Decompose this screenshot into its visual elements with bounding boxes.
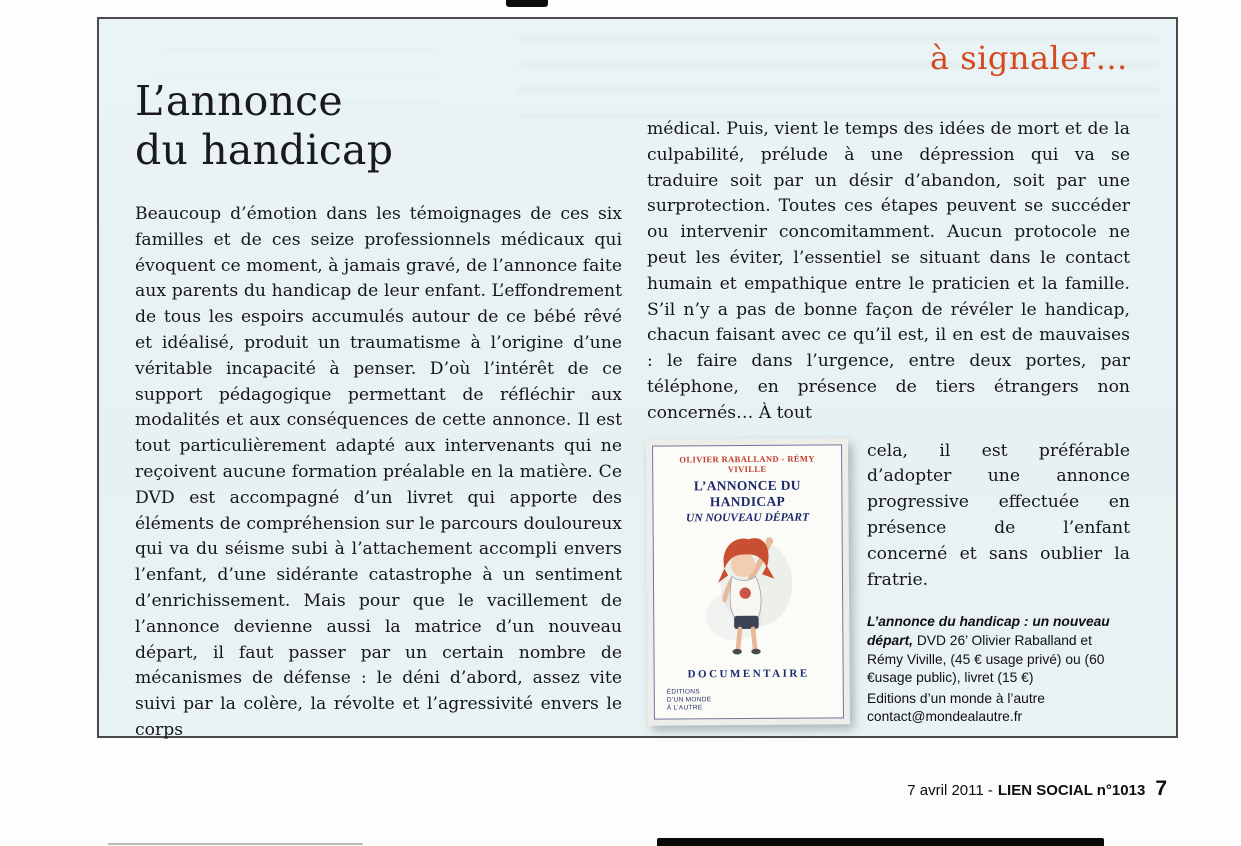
article-title <box>135 77 393 175</box>
dvd-cover <box>646 438 850 725</box>
dvd-title: L’ANNONCE DU HANDICAP <box>693 477 801 509</box>
caption-title: L’annonce du handicap : un nouveau départ, <box>867 614 1110 648</box>
right-column <box>647 117 1130 727</box>
dvd-publisher-logo <box>661 687 837 712</box>
beside-cover <box>867 439 1130 727</box>
article-title-line-2: du handicap <box>135 126 394 174</box>
scan-artifact-bottom-left <box>108 843 363 845</box>
dvd-genre-banner: DOCUMENTAIRE <box>687 667 810 680</box>
caption-email: contact@mondealautre.fr <box>867 709 1023 725</box>
caption-publisher: Editions d’un monde à l’autre <box>867 690 1045 706</box>
section-label: à signaler… <box>929 39 1128 77</box>
dvd-cover-illustration <box>693 528 804 661</box>
article-body-right-wrap: cela, il est préférable d’adopter une annonce progressive effectuée en présence de l’enfant concerné et sans oublier la fratrie. <box>867 440 1130 590</box>
footer-page-number: 7 <box>1155 777 1167 800</box>
caption-details: DVD 26’ Olivier Raballand et Rémy Viville, (45 € usage privé) ou (60 €usage public), livret (15 €) <box>867 632 1105 686</box>
dvd-publisher-line: D’UN MONDE <box>666 695 712 704</box>
article-title-line-1: L’annonce <box>135 77 343 125</box>
scan-artifact-top <box>506 0 548 7</box>
footer-date: 7 avril 2011 - <box>907 782 993 799</box>
dvd-publisher-line: ÉDITIONS <box>666 687 700 696</box>
dvd-subtitle: UN NOUVEAU DÉPART <box>685 511 810 524</box>
page-footer <box>907 777 1167 801</box>
media-caption <box>867 613 1130 727</box>
article-body-left: Beaucoup d’émotion dans les témoignages de ces six familles et de ces seize professionnels médicaux qui évoquent ce moment, à jamais gravé, de l’annonce faite aux parents du handicap de leur enfant. L’effondrement de tous les espoirs accumulés autour de ce bébé rêvé et idéalisé, produit un traumatisme à l’origine d’une véritable incapacité à penser. D’où l’intérêt de ce support pédagogique permettant de réfléchir aux modalités et aux conséquences de cette annonce. Il est tout particulièrement adapté aux intervenants qui ne reçoivent aucune formation préalable en la matière. Ce DVD est accompagné d’un livret qui apporte des éléments de compréhension sur le parcours douloureux qui va du séisme subi à l’attachement accompli envers l’enfant, d’une sidérante catastrophe à un sentiment d’enrichissement. Mais pour que le vacillement de l’annonce devienne aussi la matrice d’un nouveau départ, il faut passer par un certain nombre de mécanismes de défense : le déni d’abord, assez vite suivi par la colère, la révolte et l’agressivité envers le corps <box>135 204 622 740</box>
dvd-authors: OLIVIER RABALLAND - RÉMY VIVILLE <box>679 453 815 474</box>
scan-artifact-bottom <box>657 838 1104 846</box>
content-frame <box>97 17 1178 738</box>
dvd-publisher-line: À L’AUTRE <box>666 703 703 712</box>
left-column <box>135 202 622 744</box>
article-body-right-top: médical. Puis, vient le temps des idées de mort et de la culpabilité, prélude à une dépression qui va se traduire soit par un désir d’abandon, soit par une surprotection. Toutes ces étapes peuvent se succéder ou intervenir concomitamment. Aucun protocole ne peut les éviter, l’essentiel se situant dans le contact humain et empathique entre le praticien et la famille. S’il n’y a pas de bonne façon de révéler le handicap, chacun faisant avec ce qu’il est, il en est de mauvaises : le faire dans l’urgence, entre deux portes, par téléphone, en présence de tiers étrangers non concernés… À tout <box>647 119 1130 423</box>
dvd-cover-inner <box>652 444 844 719</box>
media-row <box>647 439 1130 727</box>
footer-magazine-name: LIEN SOCIAL n°1013 <box>997 782 1146 799</box>
